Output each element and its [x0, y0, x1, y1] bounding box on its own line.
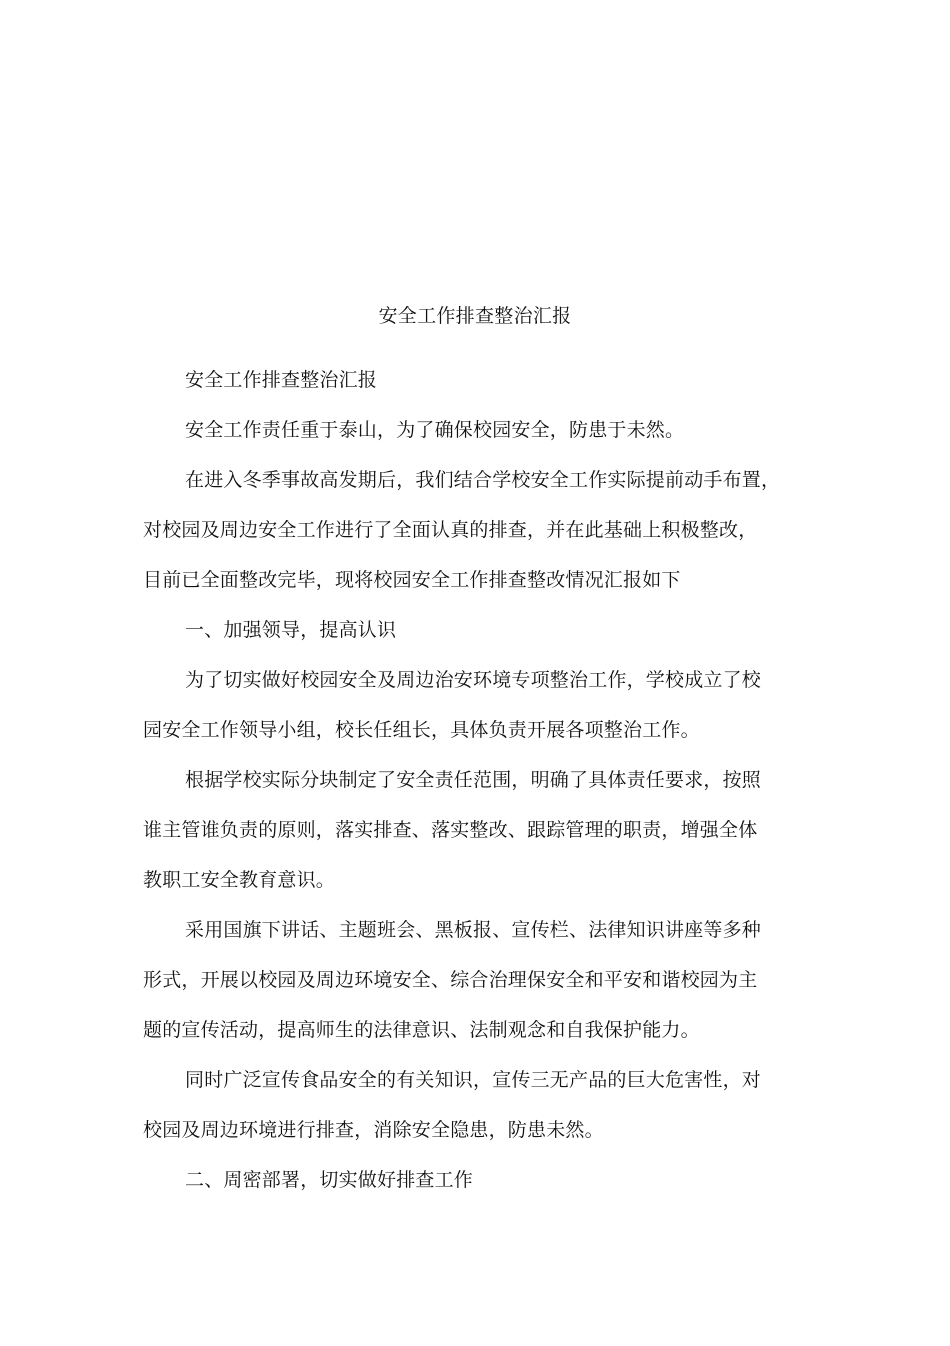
- paragraph-line: 一、加强领导，提高认识: [185, 619, 397, 641]
- paragraph-line: 为了切实做好校园安全及周边治安环境专项整治工作，学校成立了校: [185, 669, 762, 691]
- paragraph-line: 安全工作责任重于泰山，为了确保校园安全，防患于未然。: [185, 419, 685, 441]
- paragraph-publicity: [143, 917, 765, 1043]
- document-body: [143, 367, 781, 1217]
- paragraph-line: 根据学校实际分块制定了安全责任范围，明确了具体责任要求，按照: [185, 769, 762, 791]
- paragraph-food-safety: [143, 1067, 765, 1143]
- paragraph-line: 在进入冬季事故高发期后，我们结合学校安全工作实际提前动手布置，: [185, 469, 781, 491]
- section-heading-2: [143, 1167, 765, 1193]
- paragraph-line: 园安全工作领导小组，校长任组长，具体负责开展各项整治工作。: [143, 719, 700, 741]
- section-heading-1: [143, 617, 765, 643]
- paragraph-background: [143, 467, 781, 593]
- paragraph-line: 题的宣传活动，提高师生的法律意识、法制观念和自我保护能力。: [143, 1019, 700, 1041]
- paragraph-line: 校园及周边环境进行排查，消除安全隐患，防患未然。: [143, 1119, 604, 1141]
- document-title: 安全工作排查整治汇报: [378, 305, 572, 327]
- paragraph-line: 形式，开展以校园及周边环境安全、综合治理保安全和平安和谐校园为主: [143, 969, 758, 991]
- paragraph-line: 安全工作排查整治汇报: [185, 369, 378, 391]
- paragraph-heading-repeat: [143, 367, 765, 393]
- paragraph-line: 同时广泛宣传食品安全的有关知识，宣传三无产品的巨大危害性，对: [185, 1069, 762, 1091]
- paragraph-line: 谁主管谁负责的原则，落实排查、落实整改、跟踪管理的职责，增强全体: [143, 819, 758, 841]
- paragraph-responsibility: [143, 767, 765, 893]
- paragraph-line: 对校园及周边安全工作进行了全面认真的排查，并在此基础上积极整改，: [143, 519, 758, 541]
- paragraph-line: 目前已全面整改完毕，现将校园安全工作排查整改情况汇报如下: [143, 569, 681, 591]
- paragraph-intro: [143, 417, 765, 443]
- paragraph-line: 二、周密部署，切实做好排查工作: [185, 1169, 474, 1191]
- paragraph-leadership: [143, 667, 765, 743]
- paragraph-line: 采用国旗下讲话、主题班会、黑板报、宣传栏、法律知识讲座等多种: [185, 919, 762, 941]
- paragraph-line: 教职工安全教育意识。: [143, 869, 336, 891]
